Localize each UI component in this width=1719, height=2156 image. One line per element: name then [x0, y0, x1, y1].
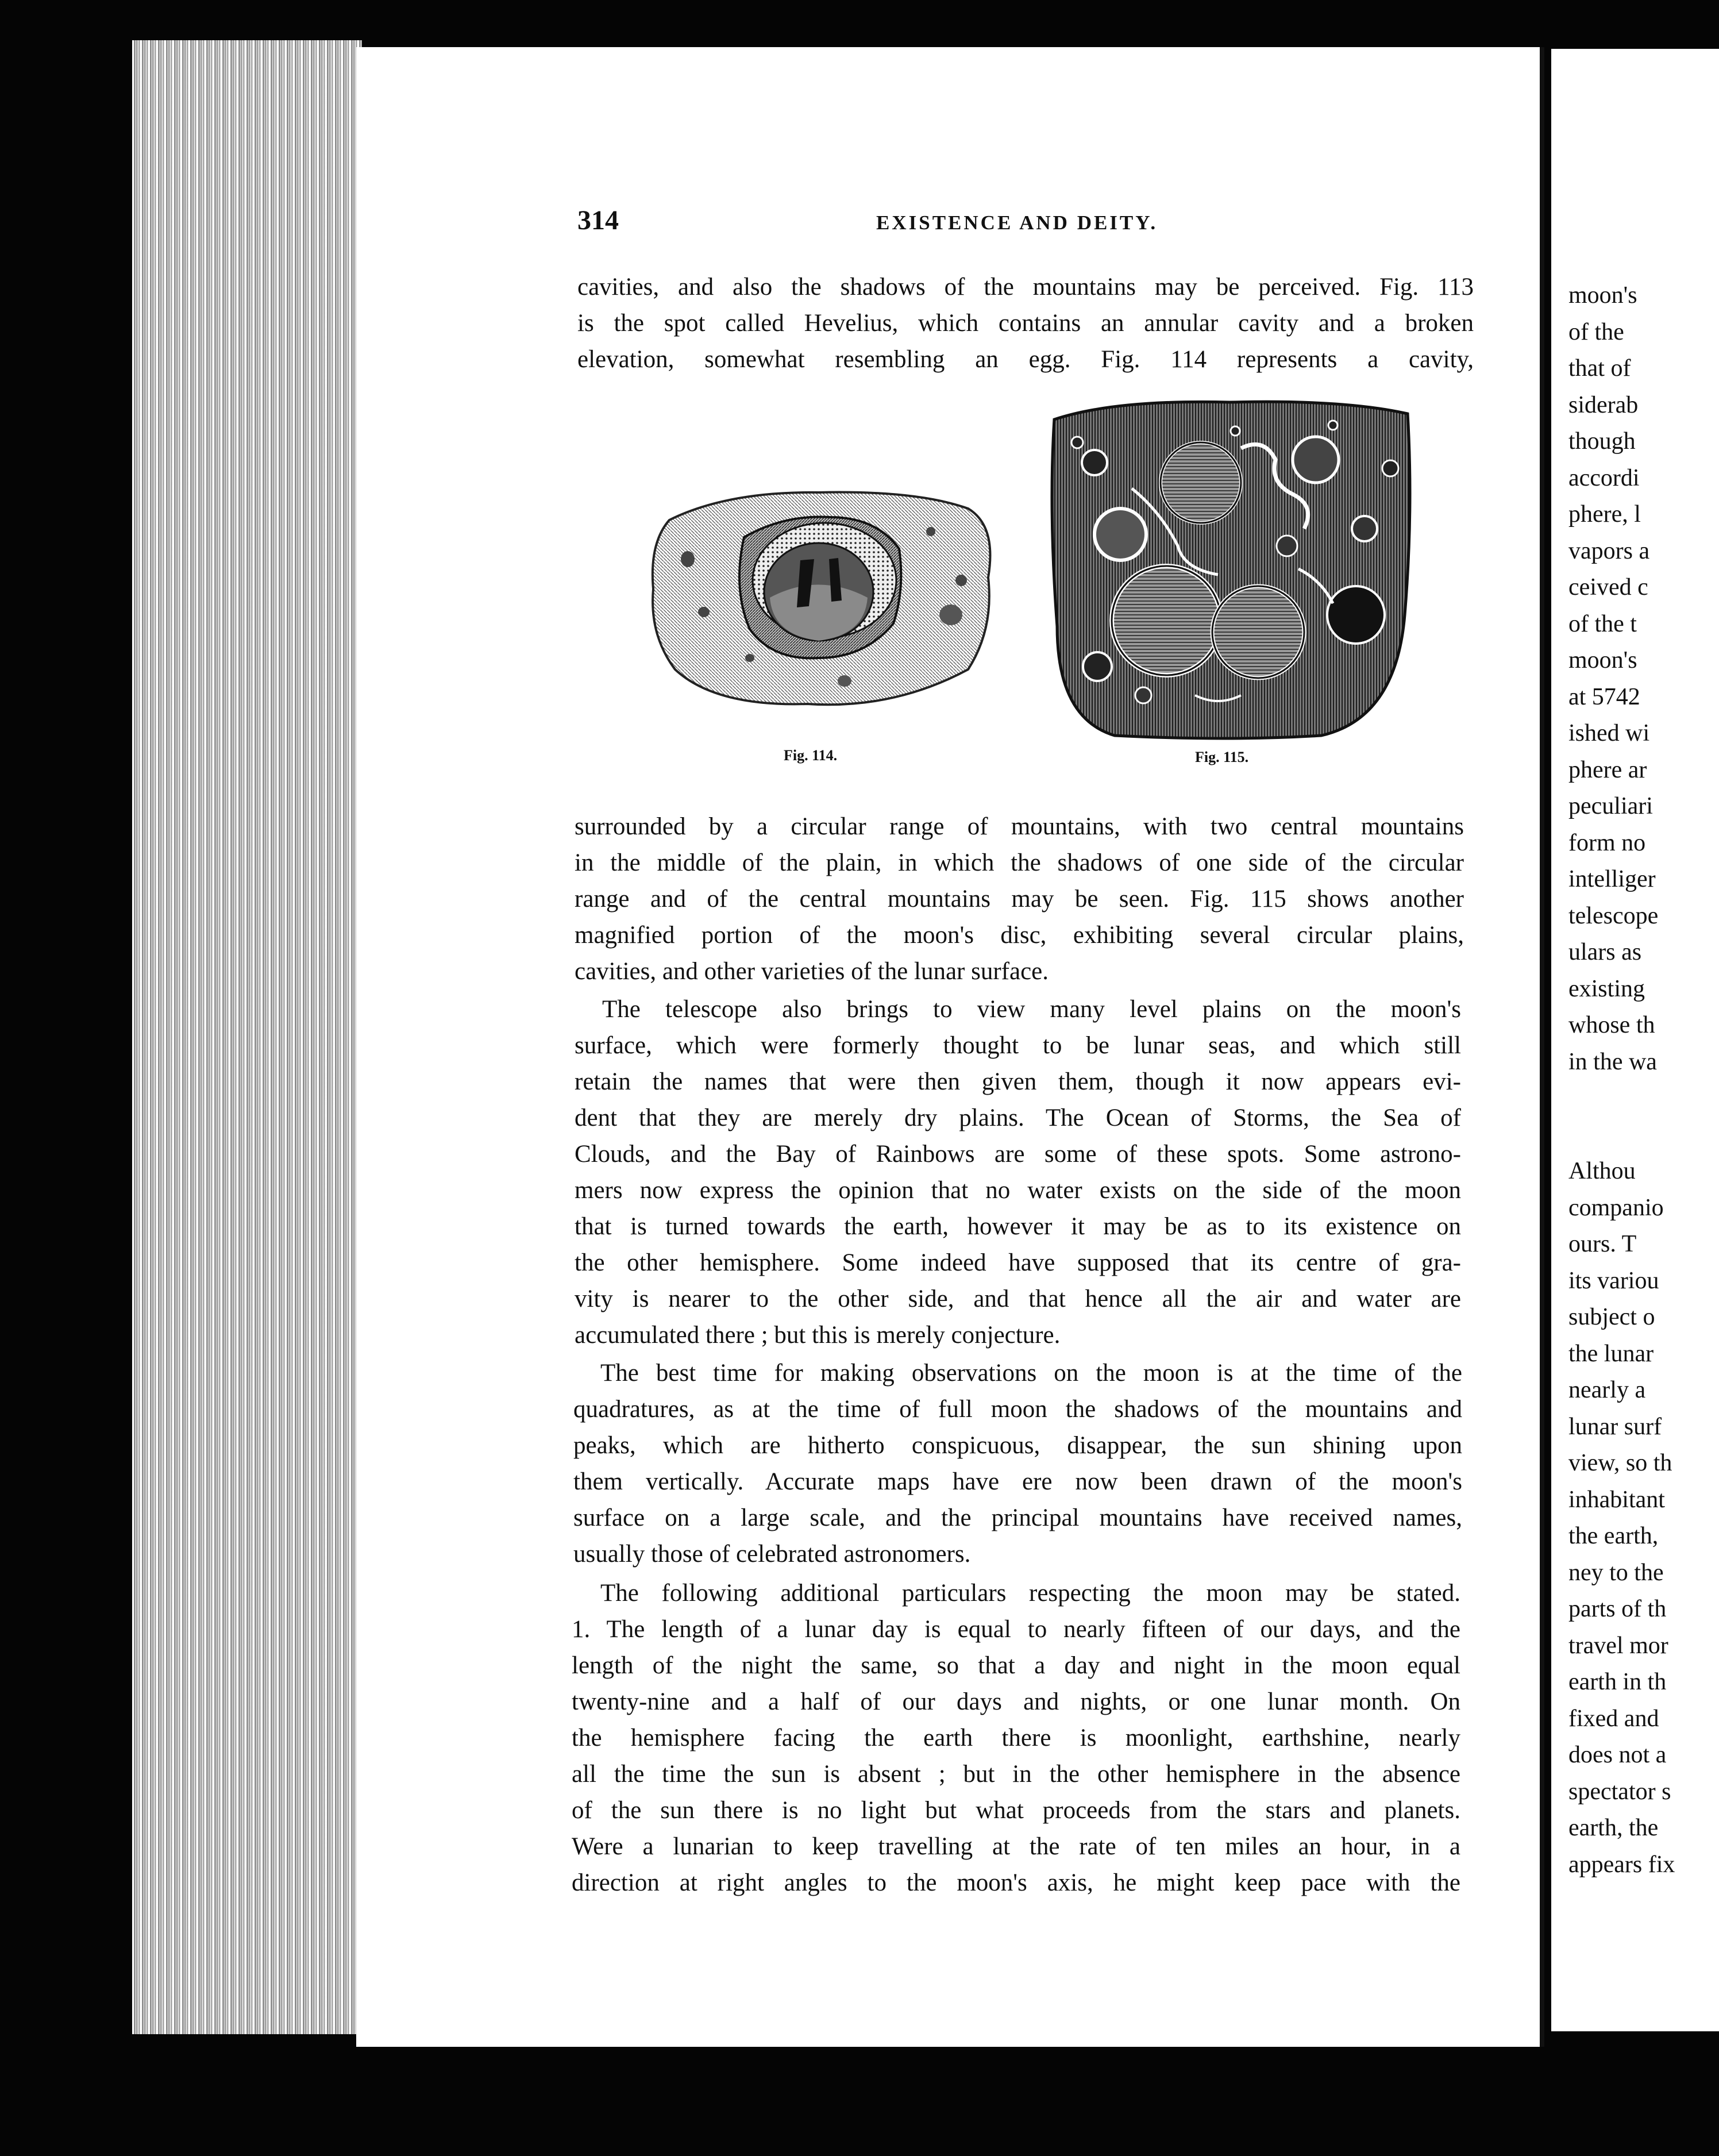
text-line: of the sun there is no light but what proceeds from the stars and planets. — [572, 1797, 1460, 1824]
page-gutter — [1540, 47, 1544, 2047]
facing-page — [1551, 49, 1719, 2031]
facing-page-line: vapors a — [1568, 537, 1650, 564]
facing-page-line: parts of th — [1568, 1596, 1667, 1622]
lunar-crater-illustration — [646, 486, 997, 710]
text-line: retain the names that were then given them, though it now appears evi- — [575, 1068, 1461, 1095]
text-line: elevation, somewhat resembling an egg. Fig. 114 represents a cavity, — [577, 346, 1474, 373]
facing-page-line: subject o — [1568, 1304, 1655, 1330]
facing-page-line: peculiari — [1568, 793, 1653, 819]
text-line: mers now express the opinion that no water exists on the side of the moon — [575, 1177, 1461, 1204]
facing-page-line: nearly a — [1568, 1377, 1646, 1403]
facing-page-line: ney to the — [1568, 1559, 1664, 1586]
text-line: direction at right angles to the moon's axis, he might keep pace with the — [572, 1869, 1460, 1896]
facing-page-line: phere, l — [1568, 501, 1641, 528]
facing-page-line: Althou — [1568, 1158, 1636, 1184]
facing-page-line: though — [1568, 428, 1636, 455]
facing-page-line: earth in th — [1568, 1669, 1667, 1695]
text-line: vity is nearer to the other side, and that hence all the air and water are — [575, 1285, 1461, 1312]
text-line: peaks, which are hitherto conspicuous, disappear, the sun shining upon — [573, 1432, 1462, 1459]
facing-page-line: form no — [1568, 829, 1646, 856]
facing-page-line: existing — [1568, 975, 1645, 1002]
facing-page-line: telescope — [1568, 902, 1659, 929]
facing-page-line: in the wa — [1568, 1048, 1657, 1075]
figure-115 — [1046, 396, 1413, 741]
text-line: range and of the central mountains may be seen. Fig. 115 shows another — [575, 886, 1464, 913]
text-line: Clouds, and the Bay of Rainbows are some of these spots. Some astrono- — [575, 1141, 1461, 1168]
text-line: length of the night the same, so that a day and night in the moon equal — [572, 1652, 1460, 1679]
facing-page-line: inhabitant — [1568, 1486, 1665, 1513]
figure-114 — [646, 486, 997, 710]
text-line: 1. The length of a lunar day is equal to nearly fifteen of our days, and the — [572, 1616, 1460, 1643]
figure-115-caption: Fig. 115. — [1195, 749, 1249, 765]
running-head: EXISTENCE AND DEITY. — [876, 211, 1158, 234]
lunar-surface-illustration — [1046, 396, 1413, 741]
facing-page-line: spectator s — [1568, 1778, 1671, 1805]
facing-page-line: accordi — [1568, 464, 1640, 491]
text-line: surface on a large scale, and the principal mountains have received names, — [573, 1504, 1462, 1531]
text-line: twenty-nine and a half of our days and nights, or one lunar month. On — [572, 1688, 1460, 1715]
facing-page-line: companio — [1568, 1194, 1664, 1221]
text-line: is the spot called Hevelius, which contains an annular cavity and a broken — [577, 310, 1474, 337]
facing-page-line: fixed and — [1568, 1705, 1659, 1732]
facing-page-line: whose th — [1568, 1012, 1655, 1038]
text-line: usually those of celebrated astronomers. — [573, 1541, 971, 1568]
facing-page-line: the lunar — [1568, 1340, 1654, 1367]
facing-page-line: view, so th — [1568, 1450, 1672, 1476]
facing-page-line: phere ar — [1568, 756, 1647, 783]
text-line: The best time for making observations on the moon is at the time of the — [600, 1360, 1462, 1387]
text-line: them vertically. Accurate maps have ere now been drawn of the moon's — [573, 1468, 1462, 1495]
facing-page-line: of the t — [1568, 610, 1637, 637]
facing-page-line: at 5742 — [1568, 683, 1640, 710]
text-line: The telescope also brings to view many level plains on the moon's — [602, 996, 1461, 1023]
text-line: Were a lunarian to keep travelling at the rate of ten miles an hour, in a — [572, 1833, 1460, 1860]
facing-page-line: that of — [1568, 355, 1631, 382]
text-line: quadratures, as at the time of full moon the shadows of the mountains and — [573, 1396, 1462, 1423]
text-line: cavities, and other varieties of the lunar surface. — [575, 958, 1049, 985]
text-line: the hemisphere facing the earth there is moonlight, earthshine, nearly — [572, 1724, 1460, 1751]
page-number: 314 — [577, 205, 619, 236]
facing-page-line: ceived c — [1568, 574, 1648, 600]
facing-page-line: ours. T — [1568, 1231, 1637, 1257]
figure-114-caption: Fig. 114. — [784, 747, 838, 764]
facing-page-line: does not a — [1568, 1742, 1667, 1768]
facing-page-line: ulars as — [1568, 939, 1642, 965]
facing-page-line: intelliger — [1568, 866, 1656, 892]
facing-page-line: moon's — [1568, 647, 1637, 673]
facing-page-line: ished wi — [1568, 720, 1650, 746]
facing-page-line: the earth, — [1568, 1523, 1659, 1549]
facing-page-line: earth, the — [1568, 1815, 1659, 1841]
text-line: magnified portion of the moon's disc, exhibiting several circular plains, — [575, 922, 1464, 949]
text-line: that is turned towards the earth, however it may be as to its existence on — [575, 1213, 1461, 1240]
facing-page-line: siderab — [1568, 391, 1639, 418]
text-line: cavities, and also the shadows of the mountains may be perceived. Fig. 113 — [577, 274, 1474, 301]
facing-page-line: travel mor — [1568, 1632, 1668, 1659]
text-line: in the middle of the plain, in which the shadows of one side of the circular — [575, 849, 1464, 876]
facing-page-line: its variou — [1568, 1267, 1659, 1294]
facing-page-line: moon's — [1568, 282, 1637, 309]
text-line: The following additional particulars respecting the moon may be stated. — [600, 1580, 1460, 1607]
book-page-edges — [132, 40, 362, 2034]
text-line: the other hemisphere. Some indeed have supposed that its centre of gra- — [575, 1249, 1461, 1276]
text-line: accumulated there ; but this is merely conjecture. — [575, 1322, 1061, 1349]
text-line: surrounded by a circular range of mountains, with two central mountains — [575, 813, 1464, 840]
text-line: all the time the sun is absent ; but in the other hemisphere in the absence — [572, 1761, 1460, 1788]
text-line: dent that they are merely dry plains. The Ocean of Storms, the Sea of — [575, 1104, 1461, 1131]
facing-page-line: of the — [1568, 318, 1624, 345]
facing-page-line: appears fix — [1568, 1851, 1675, 1878]
page-header — [577, 205, 1465, 245]
facing-page-line: lunar surf — [1568, 1413, 1662, 1440]
text-line: surface, which were formerly thought to be lunar seas, and which still — [575, 1032, 1461, 1059]
